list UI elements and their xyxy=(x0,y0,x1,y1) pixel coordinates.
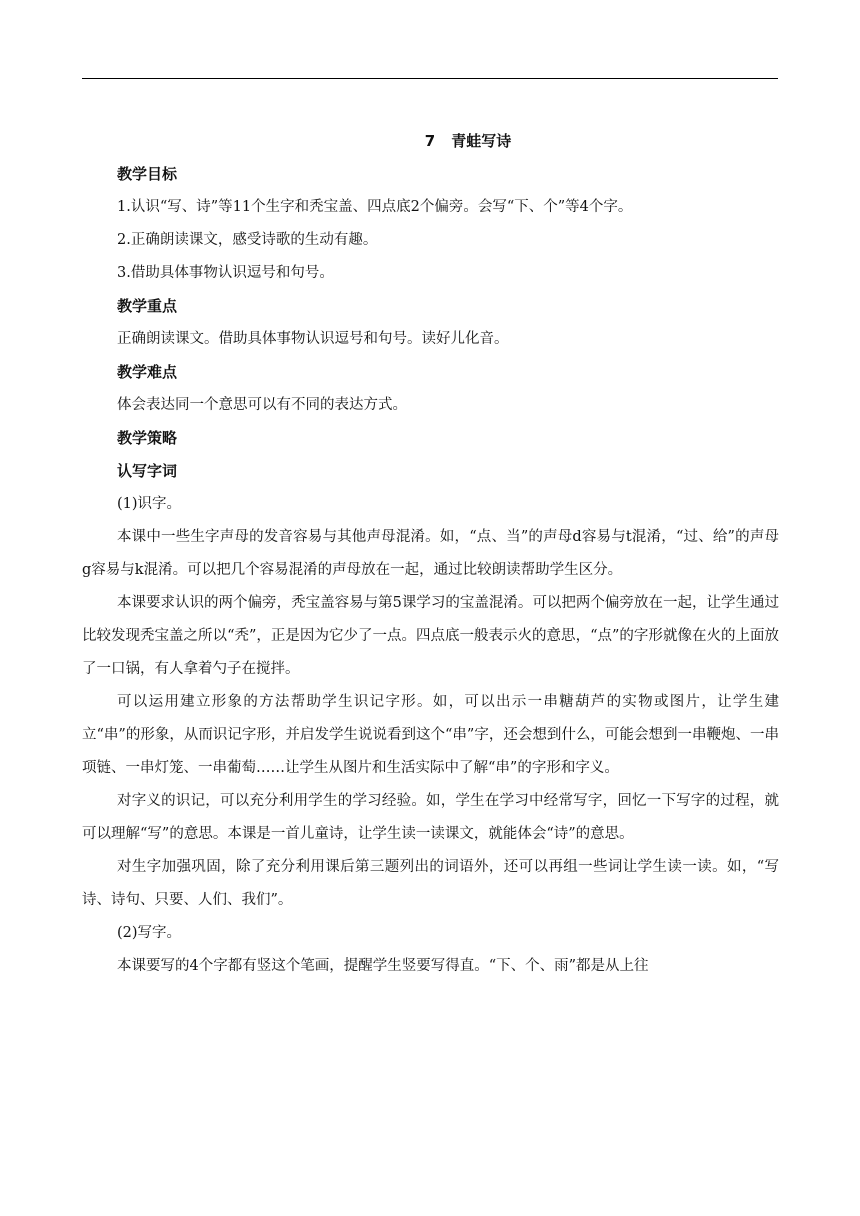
document-body xyxy=(82,126,779,983)
key-points-text: 正确朗读课文。借助具体事物认识逗号和句号。读好儿化音。 xyxy=(117,331,509,347)
lesson-title xyxy=(157,126,779,156)
subsection-writing: (2)写字。 xyxy=(117,925,182,941)
paragraph-6: 本课要写的4个字都有竖这个笔画，提醒学生竖要写得直。“下、个、雨”都是从上往 xyxy=(117,958,649,974)
goals-heading: 教学目标 xyxy=(117,165,178,183)
goal-item-1: 1.认识“写、诗”等11个生字和秃宝盖、四点底2个偏旁。会写“下、个”等4个字。 xyxy=(117,199,633,215)
paragraph-3: 可以运用建立形象的方法帮助学生识记字形。如，可以出示一串糖葫芦的实物或图片，让学生建立“串”的形象，从而识记字形，并启发学生说说看到这个“串”字，还会想到什么，可能会想到一串鞭炮、一串项链、一串灯笼、一串葡萄……让学生从图片和生活实际中了解“串”的字形和字义。 xyxy=(82,694,779,776)
header-rule xyxy=(82,78,778,79)
paragraph-4: 对字义的识记，可以充分利用学生的学习经验。如，学生在学习中经常写字，回忆一下写字的过程，就可以理解“写”的意思。本课是一首儿童诗，让学生读一读课文，就能体会“诗”的意思。 xyxy=(82,793,779,842)
paragraph-2: 本课要求认识的两个偏旁，秃宝盖容易与第5课学习的宝盖混淆。可以把两个偏旁放在一起，让学生通过比较发现秃宝盖之所以“秃”，正是因为它少了一点。四点底一般表示火的意思，“点”的字形就像在火的上面放了一口锅，有人拿着勺子在搅拌。 xyxy=(82,595,779,677)
subsection-literacy: (1)识字。 xyxy=(117,496,182,512)
lesson-title-text: 青蛙写诗 xyxy=(451,132,512,150)
key-points-heading: 教学重点 xyxy=(117,297,178,315)
paragraph-1: 本课中一些生字声母的发音容易与其他声母混淆。如，“点、当”的声母d容易与t混淆，“过、给”的声母g容易与k混淆。可以把几个容易混淆的声母放在一起，通过比较朗读帮助学生区分。 xyxy=(82,529,779,578)
goal-item-2: 2.正确朗读课文，感受诗歌的生动有趣。 xyxy=(117,232,378,248)
lesson-number: 7 xyxy=(424,132,436,150)
difficulty-heading: 教学难点 xyxy=(117,363,178,381)
words-heading: 认写字词 xyxy=(117,462,178,480)
strategy-heading: 教学策略 xyxy=(117,429,178,447)
goal-item-3: 3.借助具体事物认识逗号和句号。 xyxy=(117,265,334,281)
difficulty-text: 体会表达同一个意思可以有不同的表达方式。 xyxy=(117,397,407,413)
paragraph-5: 对生字加强巩固，除了充分利用课后第三题列出的词语外，还可以再组一些词让学生读一读。如，“写诗、诗句、只要、人们、我们”。 xyxy=(82,859,779,908)
